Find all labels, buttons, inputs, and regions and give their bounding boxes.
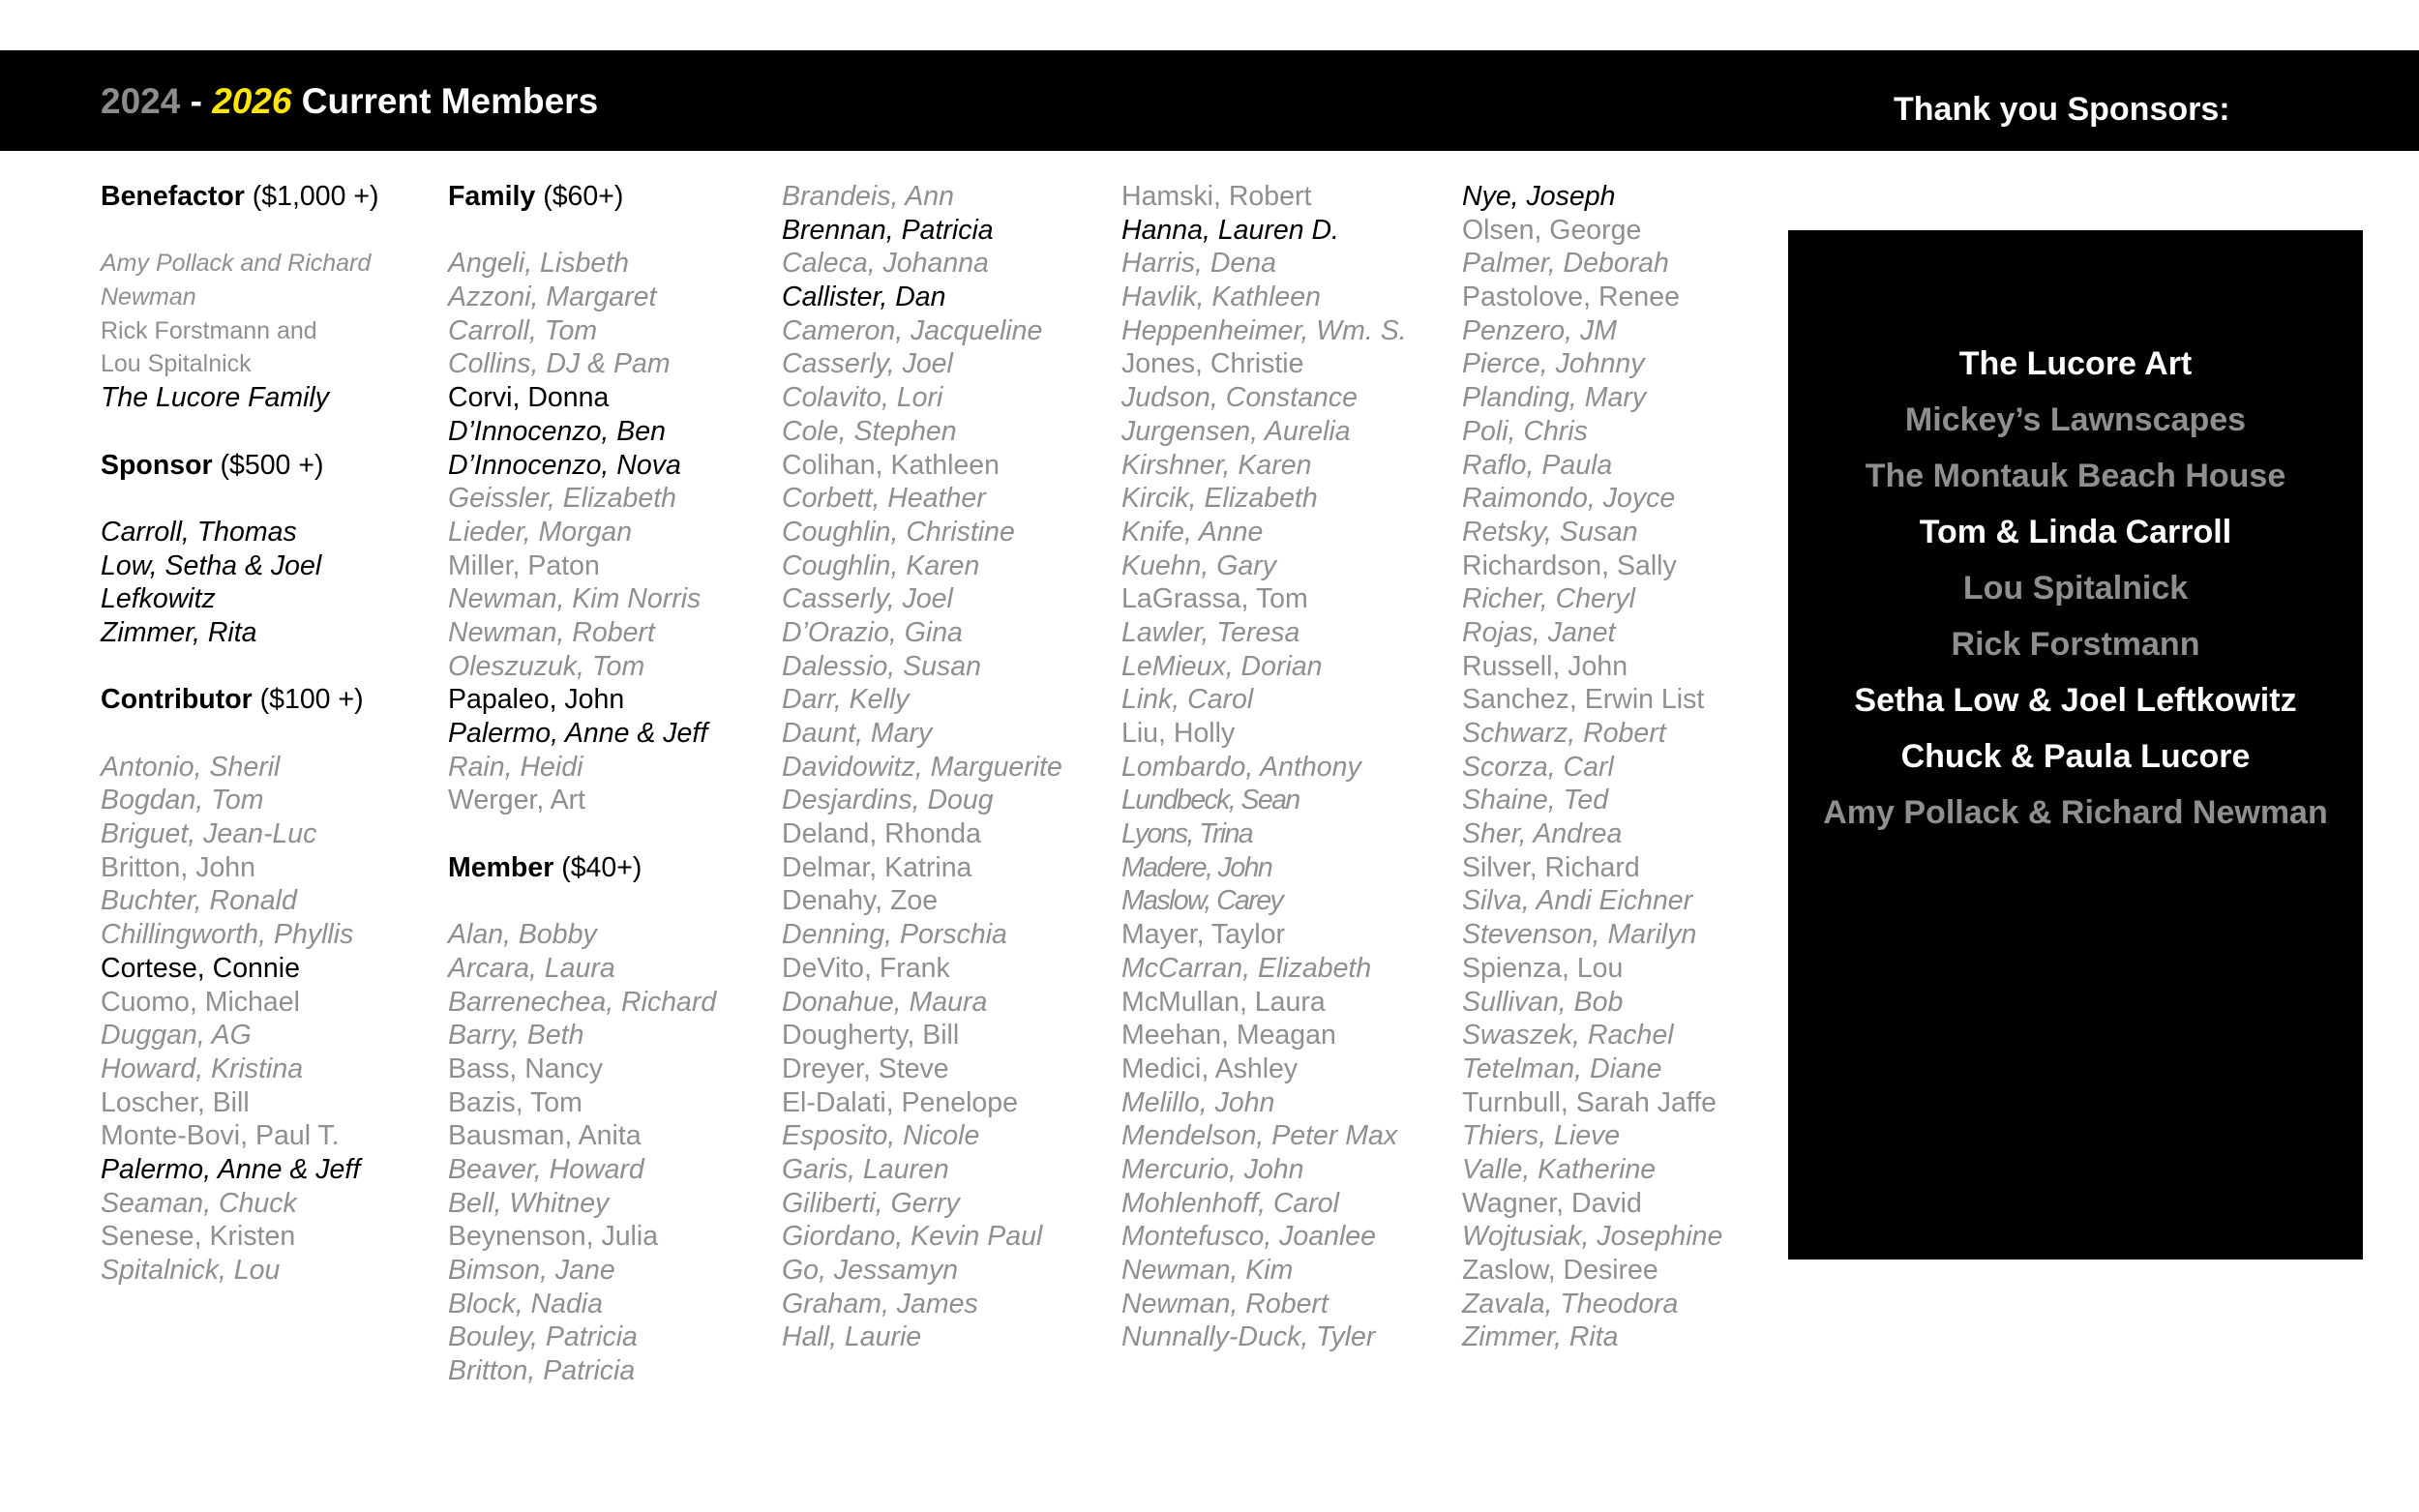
member-name: Nye, Joseph [1462, 181, 1616, 212]
member-name: Mohlenhoff, Carol [1121, 1187, 1339, 1219]
member-name: Medici, Ashley [1121, 1052, 1299, 1084]
member-name: Silva, Andi Eichner [1462, 885, 1693, 917]
heading-amount: ($1,000 +) [244, 181, 379, 212]
member-name: Tetelman, Diane [1462, 1052, 1662, 1084]
member-name: Colavito, Lori [782, 382, 943, 414]
member-name: Rain, Heidi [448, 751, 583, 783]
member-name: Monte-Bovi, Paul T. [101, 1120, 340, 1152]
member-name: Carroll, Thomas [101, 516, 297, 548]
member-name: LeMieux, Dorian [1121, 650, 1323, 682]
member-name: Brandeis, Ann [782, 181, 954, 212]
member-name: Corvi, Donna [448, 382, 610, 414]
member-name: Rick Forstmann and [101, 316, 317, 344]
member-name: Newman [101, 283, 196, 311]
member-name: Montefusco, Joanlee [1121, 1221, 1376, 1253]
member-name: Britton, Patricia [448, 1355, 636, 1387]
heading-amount: ($500 +) [212, 449, 324, 481]
member-name: Kircik, Elizabeth [1121, 483, 1318, 515]
member-name: Amy Pollack and Richard [101, 250, 372, 278]
member-name: Thiers, Lieve [1462, 1120, 1621, 1152]
member-name: Denning, Porschia [782, 919, 1007, 951]
member-name: Kuehn, Gary [1121, 549, 1277, 581]
member-name: Mercurio, John [1121, 1153, 1304, 1185]
member-heading [448, 851, 716, 885]
member-name: Cortese, Connie [101, 952, 300, 984]
member-name: Heppenheimer, Wm. S. [1121, 314, 1407, 346]
member-name: Dalessio, Susan [782, 650, 981, 682]
member-name: Rojas, Janet [1462, 616, 1616, 648]
member-name: Schwarz, Robert [1462, 718, 1666, 749]
heading-label: Benefactor [101, 181, 245, 212]
member-name: Howard, Kristina [101, 1052, 304, 1084]
sponsor-name: Rick Forstmann [1951, 626, 2200, 663]
member-name: Zimmer, Rita [1462, 1321, 1619, 1353]
sponsor-name: Chuck & Paula Lucore [1900, 738, 2251, 775]
member-name: Garis, Lauren [782, 1153, 949, 1185]
member-name: Kirshner, Karen [1121, 449, 1312, 481]
member-name: Sanchez, Erwin List [1462, 684, 1705, 716]
member-name: Arcara, Laura [448, 952, 615, 984]
member-name: Retsky, Susan [1462, 516, 1638, 548]
member-name: Silver, Richard [1462, 851, 1640, 883]
member-name: Brennan, Patricia [782, 214, 994, 246]
member-name: D’Innocenzo, Ben [448, 415, 666, 447]
member-name: Swaszek, Rachel [1462, 1020, 1674, 1052]
members-column-5 [1462, 180, 1722, 1354]
member-name: Davidowitz, Marguerite [782, 751, 1062, 783]
member-name: Valle, Katherine [1462, 1153, 1657, 1185]
member-name: Coughlin, Christine [782, 516, 1015, 548]
member-name: Bazis, Tom [448, 1086, 582, 1118]
contributor-heading [101, 683, 379, 717]
member-name: Maslow, Carey [1121, 885, 1283, 917]
member-name: Lefkowitz [101, 583, 216, 615]
member-name: Dreyer, Steve [782, 1052, 949, 1084]
member-name: Cole, Stephen [782, 415, 957, 447]
member-name: Poli, Chris [1462, 415, 1588, 447]
member-name: Barry, Beth [448, 1020, 584, 1052]
member-name: Collins, DJ & Pam [448, 348, 671, 380]
member-name: Stevenson, Marilyn [1462, 919, 1697, 951]
member-name: Darr, Kelly [782, 684, 910, 716]
member-name: Mendelson, Peter Max [1121, 1120, 1398, 1152]
member-name: McMullan, Laura [1121, 986, 1326, 1018]
member-name: Raflo, Paula [1462, 449, 1613, 481]
member-name: Werger, Art [448, 785, 586, 816]
member-name: Shaine, Ted [1462, 785, 1609, 816]
member-name: Bouley, Patricia [448, 1321, 638, 1353]
member-name: Callister, Dan [782, 282, 946, 313]
sponsors-heading: Thank you Sponsors: [1894, 91, 2230, 128]
member-name: Daunt, Mary [782, 718, 933, 749]
member-name: Beaver, Howard [448, 1153, 644, 1185]
member-name: Buchter, Ronald [101, 885, 297, 917]
member-name: Hamski, Robert [1121, 181, 1312, 212]
member-name: Knife, Anne [1121, 516, 1264, 548]
members-column-2 [448, 180, 716, 1388]
members-column-1 [101, 180, 379, 1288]
member-name: Carroll, Tom [448, 314, 598, 346]
sponsor-name: The Lucore Art [1958, 345, 2193, 382]
member-name: Jones, Christie [1121, 348, 1304, 380]
member-name: Raimondo, Joyce [1462, 483, 1676, 515]
member-name: Meehan, Meagan [1121, 1020, 1336, 1052]
member-name: Delmar, Katrina [782, 851, 972, 883]
member-name: Zaslow, Desiree [1462, 1255, 1658, 1286]
member-name: Wojtusiak, Josephine [1462, 1221, 1723, 1253]
member-name: Papaleo, John [448, 684, 625, 716]
member-name: Nunnally-Duck, Tyler [1121, 1321, 1376, 1353]
member-name: Palermo, Anne & Jeff [448, 718, 708, 749]
member-name: Cameron, Jacqueline [782, 314, 1043, 346]
sponsor-name: Lou Spitalnick [1962, 570, 2189, 607]
member-name: Angeli, Lisbeth [448, 248, 629, 280]
member-name: Casserly, Joel [782, 348, 953, 380]
member-name: Desjardins, Doug [782, 785, 994, 816]
member-name: Antonio, Sheril [101, 751, 281, 783]
member-name: Lawler, Teresa [1121, 616, 1300, 648]
member-name: Richer, Cheryl [1462, 583, 1635, 615]
member-name: Newman, Robert [448, 616, 655, 648]
member-name: Lyons, Trina [1121, 818, 1252, 850]
sponsor-name: The Montauk Beach House [1865, 458, 2286, 494]
member-name: Esposito, Nicole [782, 1120, 980, 1152]
member-name: Caleca, Johanna [782, 248, 989, 280]
member-name: Chillingworth, Phyllis [101, 919, 354, 951]
member-name: Madere, John [1121, 851, 1272, 883]
member-name: Harris, Dena [1121, 248, 1276, 280]
member-name: Scorza, Carl [1462, 751, 1614, 783]
member-name: D’Innocenzo, Nova [448, 449, 681, 481]
heading-label: Family [448, 181, 536, 212]
member-name: Sullivan, Bob [1462, 986, 1624, 1018]
member-name: Palermo, Anne & Jeff [101, 1153, 361, 1185]
member-name: Briguet, Jean-Luc [101, 818, 317, 850]
sponsors-list [1788, 336, 2363, 841]
member-name: El-Dalati, Penelope [782, 1086, 1018, 1118]
benefactor-heading [101, 180, 379, 214]
member-name: Cuomo, Michael [101, 986, 300, 1018]
member-name: Dougherty, Bill [782, 1020, 960, 1052]
member-name: The Lucore Family [101, 382, 330, 414]
member-name: Casserly, Joel [782, 583, 953, 615]
sponsor-name: Amy Pollack & Richard Newman [1823, 794, 2328, 831]
member-name: Bogdan, Tom [101, 785, 264, 816]
member-name: Lou Spitalnick [101, 350, 252, 378]
member-name: Newman, Kim Norris [448, 583, 702, 615]
member-name: McCarran, Elizabeth [1121, 952, 1372, 984]
year-start: 2024 [101, 81, 181, 121]
member-name: Hall, Laurie [782, 1321, 922, 1353]
year-end: 2026 [212, 81, 292, 121]
member-name: Block, Nadia [448, 1288, 603, 1319]
member-name: Newman, Kim [1121, 1255, 1294, 1286]
member-name: Graham, James [782, 1288, 978, 1319]
member-name: Sher, Andrea [1462, 818, 1623, 850]
member-name: Pastolove, Renee [1462, 282, 1680, 313]
heading-amount: ($40+) [553, 851, 642, 883]
member-name: Link, Carol [1121, 684, 1254, 716]
sponsor-name: Tom & Linda Carroll [1919, 514, 2232, 550]
sponsor-name: Mickey’s Lawnscapes [1904, 401, 2247, 438]
member-name: Mayer, Taylor [1121, 919, 1285, 951]
member-name: Miller, Paton [448, 549, 600, 581]
member-name: Beynenson, Julia [448, 1221, 659, 1253]
member-name: Spienza, Lou [1462, 952, 1624, 984]
member-name: Azzoni, Margaret [448, 282, 657, 313]
sponsor-name: Setha Low & Joel Leftkowitz [1854, 682, 2297, 719]
member-name: Jurgensen, Aurelia [1121, 415, 1351, 447]
member-name: Hanna, Lauren D. [1121, 214, 1339, 246]
member-name: Colihan, Kathleen [782, 449, 1000, 481]
member-name: Lombardo, Anthony [1121, 751, 1361, 783]
member-name: Corbett, Heather [782, 483, 986, 515]
member-name: Giliberti, Gerry [782, 1187, 960, 1219]
member-name: Liu, Holly [1121, 718, 1236, 749]
member-name: Bass, Nancy [448, 1052, 603, 1084]
heading-label: Member [448, 851, 554, 883]
member-name: Lundbeck, Sean [1121, 785, 1299, 816]
member-name: Melillo, John [1121, 1086, 1275, 1118]
sponsor-heading [101, 449, 379, 483]
member-name: Olsen, George [1462, 214, 1642, 246]
member-name: Barrenechea, Richard [448, 986, 717, 1018]
heading-label: Contributor [101, 684, 253, 716]
heading-amount: ($60+) [535, 181, 624, 212]
member-name: Turnbull, Sarah Jaffe [1462, 1086, 1717, 1118]
member-name: Denahy, Zoe [782, 885, 939, 917]
members-column-3 [782, 180, 1062, 1354]
member-name: Planding, Mary [1462, 382, 1647, 414]
member-name: Low, Setha & Joel [101, 549, 322, 581]
member-name: Richardson, Sally [1462, 549, 1677, 581]
member-name: Geissler, Elizabeth [448, 483, 677, 515]
page-title [101, 83, 598, 119]
heading-amount: ($100 +) [252, 684, 364, 716]
year-separator: - [180, 81, 213, 121]
member-name: Penzero, JM [1462, 314, 1617, 346]
heading-label: Sponsor [101, 449, 213, 481]
member-name: Donahue, Maura [782, 986, 988, 1018]
member-name: Havlik, Kathleen [1121, 282, 1321, 313]
member-name: Oleszuzuk, Tom [448, 650, 645, 682]
member-name: Bell, Whitney [448, 1187, 610, 1219]
member-name: Seaman, Chuck [101, 1187, 297, 1219]
family-heading [448, 180, 716, 214]
title-text: Current Members [291, 81, 599, 121]
member-name: D’Orazio, Gina [782, 616, 963, 648]
member-name: Zavala, Theodora [1462, 1288, 1679, 1319]
member-name: Wagner, David [1462, 1187, 1642, 1219]
member-name: Russell, John [1462, 650, 1628, 682]
member-name: Lieder, Morgan [448, 516, 633, 548]
member-name: Coughlin, Karen [782, 549, 980, 581]
members-column-4 [1121, 180, 1407, 1354]
member-name: Loscher, Bill [101, 1086, 250, 1118]
member-name: Deland, Rhonda [782, 818, 981, 850]
member-name: Newman, Robert [1121, 1288, 1329, 1319]
member-name: Go, Jessamyn [782, 1255, 959, 1286]
member-name: Senese, Kristen [101, 1221, 296, 1253]
member-name: Judson, Constance [1121, 382, 1358, 414]
member-name: Giordano, Kevin Paul [782, 1221, 1043, 1253]
member-name: Bimson, Jane [448, 1255, 615, 1286]
member-name: Palmer, Deborah [1462, 248, 1669, 280]
member-name: Zimmer, Rita [101, 616, 257, 648]
member-name: Britton, John [101, 851, 256, 883]
member-name: LaGrassa, Tom [1121, 583, 1308, 615]
member-name: Alan, Bobby [448, 919, 597, 951]
member-name: Duggan, AG [101, 1020, 252, 1052]
sponsors-panel [1788, 230, 2363, 1260]
member-name: Bausman, Anita [448, 1120, 642, 1152]
member-name: DeVito, Frank [782, 952, 950, 984]
member-name: Pierce, Johnny [1462, 348, 1645, 380]
member-name: Spitalnick, Lou [101, 1255, 281, 1286]
